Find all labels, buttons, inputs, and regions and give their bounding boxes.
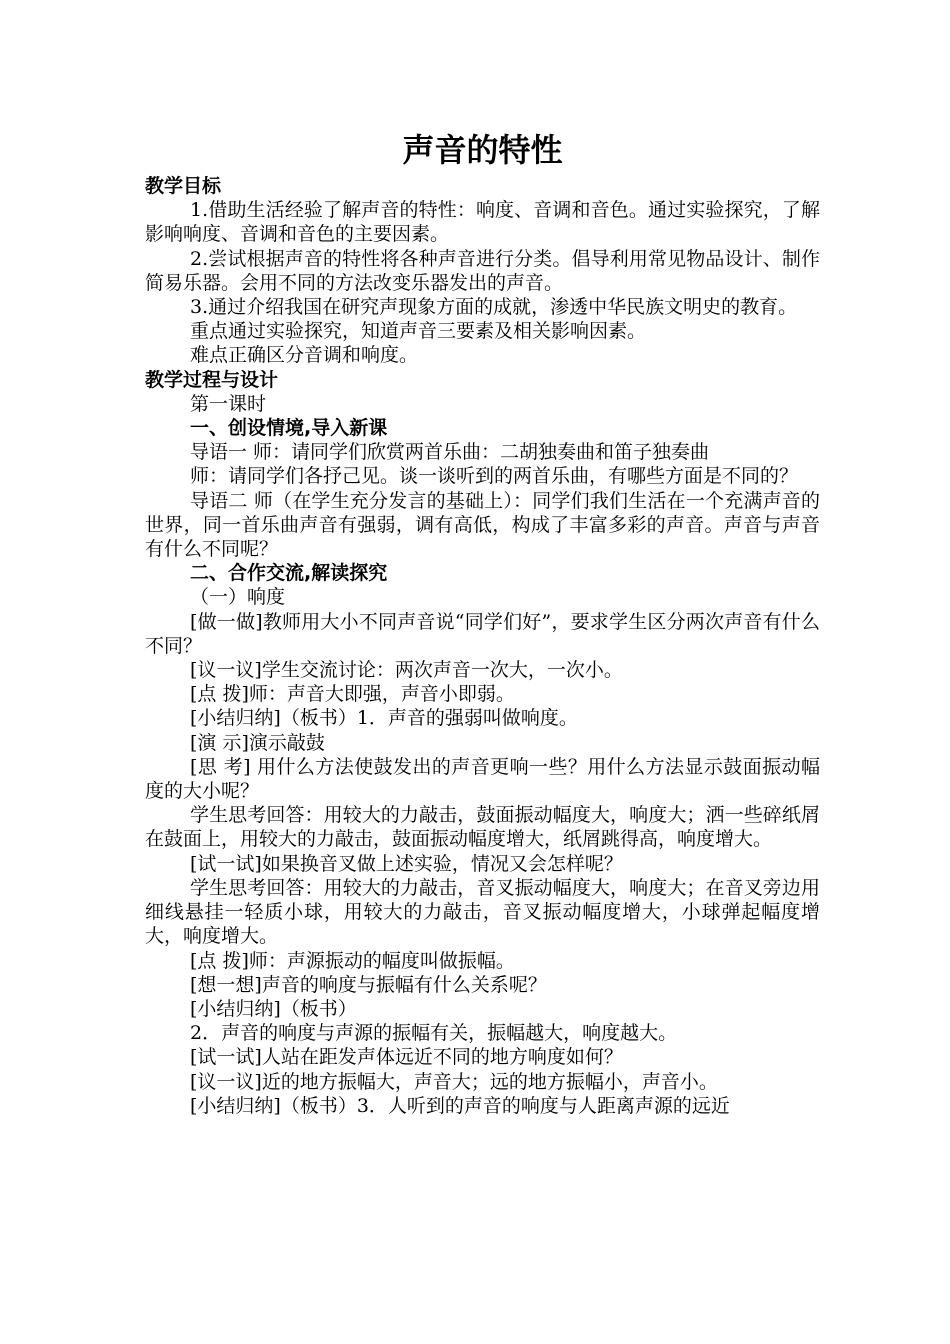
paragraph-9: 学生思考回答：用较大的力敲击，音叉振动幅度大，响度大；在音叉旁边用细线悬挂一轻质小球，用较大的力敲击，音叉振动幅度增大，小球弹起幅度增大，响度增大。 — [145, 876, 820, 948]
paragraph-4: [小结归纳]（板书）1．声音的强弱叫做响度。 — [190, 707, 578, 730]
paragraph-13: 2．声音的响度与声源的振幅有关，振幅越大，响度越大。 — [190, 1022, 678, 1045]
document-title: 声音的特性 — [402, 131, 563, 169]
paragraph-14: [试一试]人站在距发声体远近不同的地方响度如何？ — [190, 1046, 623, 1069]
paragraph-key-point: 重点通过实验探究，知道声音三要素及相关影响因素。 — [190, 320, 647, 343]
paragraph-difficulty: 难点正确区分音调和响度。 — [190, 344, 419, 367]
paragraph-intro-1: 导语一 师：请同学们欣赏两首乐曲：二胡独奏曲和笛子独奏曲 — [190, 441, 710, 464]
document-page — [145, 128, 820, 1118]
section-heading-goals: 教学目标 — [145, 175, 222, 197]
subheading-part-1: 一、创设情境,导入新课 — [190, 417, 388, 440]
paragraph-goal-2: 2.尝试根据声音的特性将各种声音进行分类。倡导利用常见物品设计、制作简易乐器。会用不同的方法改变乐器发出的声音。 — [145, 247, 820, 294]
paragraph-2: [议一议]学生交流讨论：两次声音一次大，一次小。 — [190, 659, 623, 682]
subheading-part-2: 二、合作交流,解读探究 — [190, 562, 388, 585]
paragraph-10: [点 拨]师：声源振动的幅度叫做振幅。 — [190, 949, 515, 972]
paragraph-16: [小结归纳]（板书）3．人听到的声音的响度与人距离声源的远近 — [190, 1094, 730, 1117]
paragraph-goal-3: 3.通过介绍我国在研究声现象方面的成就，渗透中华民族文明史的教育。 — [190, 296, 798, 319]
paragraph-1: [做一做]教师用大小不同声音说“同学们好”，要求学生区分两次声音有什么不同？ — [145, 610, 820, 657]
section-heading-process: 教学过程与设计 — [145, 368, 279, 391]
paragraph-5: [演 示]演示敲鼓 — [190, 731, 325, 754]
paragraph-15: [议一议]近的地方振幅大，声音大；远的地方振幅小，声音小。 — [190, 1070, 718, 1093]
paragraph-11: [想一想]声音的响度与振幅有什么关系呢？ — [190, 973, 547, 996]
paragraph-lesson-1: 第一课时 — [190, 392, 267, 415]
paragraph-goal-1: 1.借助生活经验了解声音的特性：响度、音调和音色。通过实验探究，了解影响响度、音调和音色的主要因素。 — [145, 199, 820, 246]
paragraph-intro-2: 导语二 师（在学生充分发言的基础上）：同学们我们生活在一个充满声音的世界，同一首乐曲声音有强弱，调有高低，构成了丰富多彩的声音。声音与声音有什么不同呢？ — [145, 489, 820, 561]
paragraph-intro-1b: 师：请同学们各抒己见。谈一谈听到的两首乐曲，有哪些方面是不同的？ — [190, 465, 799, 488]
paragraph-8: [试一试]如果换音叉做上述实验，情况又会怎样呢？ — [190, 852, 623, 875]
paragraph-12: [小结归纳]（板书） — [190, 997, 357, 1020]
paragraph-sub-1: （一）响度 — [190, 586, 286, 609]
paragraph-6: [思 考] 用什么方法使鼓发出的声音更响一些？用什么方法显示鼓面振动幅度的大小呢？ — [145, 755, 820, 803]
paragraph-7: 学生思考回答：用较大的力敲击，鼓面振动幅度大，响度大；洒一些碎纸屑在鼓面上，用较大的力敲击，鼓面振动幅度增大，纸屑跳得高，响度增大。 — [145, 804, 820, 851]
paragraph-3: [点 拨]师：声音大即强，声音小即弱。 — [190, 683, 515, 706]
